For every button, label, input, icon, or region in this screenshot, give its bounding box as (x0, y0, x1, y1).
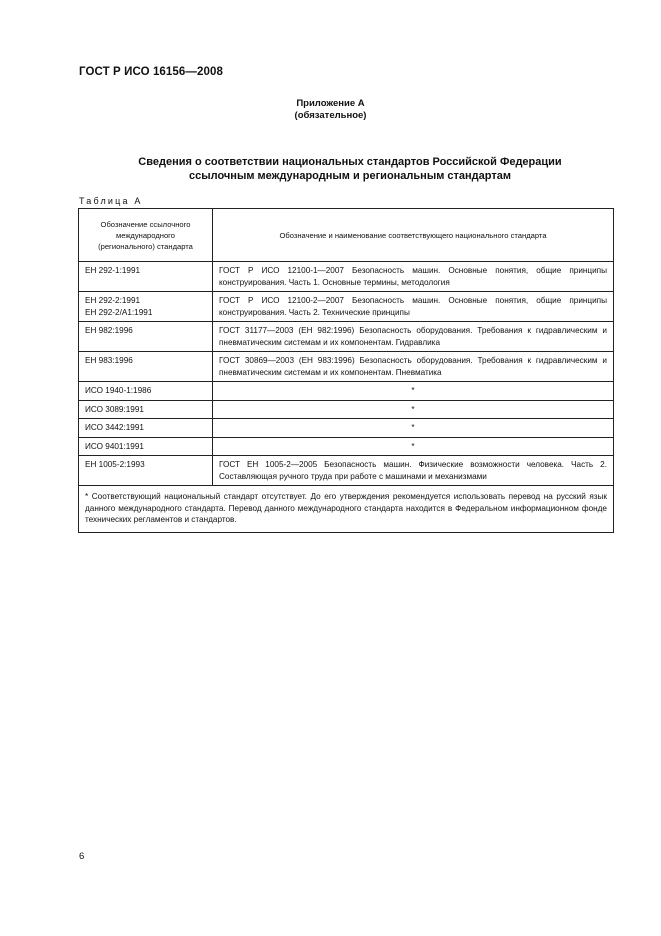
reference-cell (79, 262, 213, 292)
national-standard-cell: * (213, 400, 614, 419)
reference-cell (79, 419, 213, 438)
document-code-header: ГОСТ Р ИСО 16156—2008 (79, 66, 224, 78)
annex-title: Приложение А (296, 98, 365, 109)
reference-cell (79, 322, 213, 352)
table-row (79, 437, 614, 456)
section-title-line-1: Сведения о соответствии национальных стандартов Российской Федерации (138, 156, 562, 168)
reference-cell (79, 456, 213, 486)
table-row (79, 456, 614, 486)
reference-text: ИСО 1940-1:1986 (85, 386, 152, 395)
reference-text: ИСО 9401:1991 (85, 441, 144, 451)
national-standard-cell: ГОСТ Р ИСО 12100-2—2007 Безопасность машин. Основные понятия, общие принципы конструирования. Часть 2. Технические принципы (213, 292, 614, 322)
header-col1-line-3: (регионального) стандарта (98, 241, 193, 251)
national-standard-cell: * (213, 437, 614, 456)
national-standard-cell: ГОСТ Р ИСО 12100-1—2007 Безопасность машин. Основные понятия, общие принципы конструирования. Часть 1. Основные термины, методология (213, 262, 614, 292)
reference-text: ИСО 3442:1991 (85, 423, 144, 432)
section-title (100, 155, 600, 183)
header-national-standard: Обозначение и наименование соответствующего национального стандарта (213, 209, 614, 262)
correspondence-table (78, 208, 614, 533)
reference-cell (79, 437, 213, 456)
table-label: Таблица А (79, 196, 143, 206)
header-reference-standard (79, 209, 213, 262)
table-footnote-row (79, 486, 614, 533)
reference-text: ИСО 3089:1991 (85, 404, 144, 414)
reference-text: ЕН 1005-2:1993 (85, 460, 145, 469)
header-col1-line-1: Обозначение ссылочного (100, 219, 191, 229)
annex-status: (обязательное) (294, 110, 367, 121)
reference-text: ЕН 292-2/А1:1991 (85, 307, 153, 317)
header-col1-line-2: международного (115, 230, 176, 240)
table-footnote: * Соответствующий национальный стандарт отсутствует. До его утверждения рекомендуется использовать перевод на русский язык данного международного стандарта. Перевод данного международного стандарта находится в Федеральном информационном фонде технических регламентов и стандартов. (79, 486, 614, 533)
section-title-line-2: ссылочным международным и региональным стандартам (189, 170, 511, 182)
table-row (79, 262, 614, 292)
reference-text: ЕН 982:1996 (85, 326, 133, 335)
table-row (79, 352, 614, 382)
national-standard-cell: ГОСТ ЕН 1005-2—2005 Безопасность машин. Физические возможности человека. Часть 2. Составляющая ручного труда при работе с машинами и механизмами (213, 456, 614, 486)
national-standard-cell: * (213, 419, 614, 438)
annex-heading (0, 98, 661, 122)
table-row (79, 400, 614, 419)
table-row (79, 382, 614, 401)
table-row (79, 322, 614, 352)
national-standard-cell: ГОСТ 31177—2003 (ЕН 982:1996) Безопасность оборудования. Требования к гидравлическим и пневматическим системам и их компонентам. Гидравлика (213, 322, 614, 352)
reference-cell (79, 382, 213, 401)
table-row (79, 419, 614, 438)
table-header-row (79, 209, 614, 262)
reference-cell (79, 352, 213, 382)
national-standard-cell: * (213, 382, 614, 401)
table-row (79, 292, 614, 322)
reference-text: ЕН 983:1996 (85, 356, 133, 365)
reference-cell (79, 400, 213, 419)
reference-text: ЕН 292-1:1991 (85, 266, 141, 275)
reference-cell (79, 292, 213, 322)
national-standard-cell: ГОСТ 30869—2003 (ЕН 983:1996) Безопасность оборудования. Требования к гидравлическим и пневматическим системам и их компонентам. Пневматика (213, 352, 614, 382)
page-number: 6 (79, 851, 85, 862)
reference-text: ЕН 292-2:1991 (85, 296, 141, 305)
